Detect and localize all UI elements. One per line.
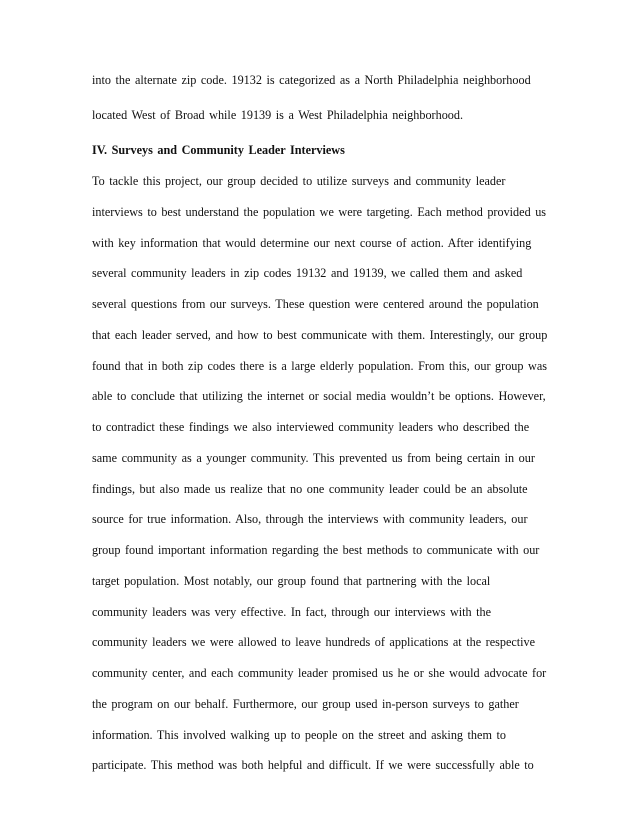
- text-line: with key information that would determine our next course of action. After identifying: [92, 236, 532, 250]
- text-line: community center, and each community leader promised us he or she would advocate for: [92, 666, 547, 680]
- text-line: the program on our behalf. Furthermore, our group used in-person surveys to gather: [92, 697, 519, 711]
- text-line: To tackle this project, our group decided to utilize surveys and community leader: [92, 174, 506, 188]
- text-line: several questions from our surveys. These question were centered around the population: [92, 297, 539, 311]
- text-line: information. This involved walking up to people on the street and asking them to: [92, 728, 506, 742]
- text-line: group found important information regarding the best methods to communicate with our: [92, 543, 540, 557]
- text-line: community leaders we were allowed to leave hundreds of applications at the respective: [92, 635, 536, 649]
- text-line: found that in both zip codes there is a large elderly population. From this, our group was: [92, 359, 547, 373]
- text-line: located West of Broad while 19139 is a West Philadelphia neighborhood.: [92, 108, 464, 122]
- section-heading: IV. Surveys and Community Leader Interviews: [92, 143, 345, 157]
- text-line: community leaders was very effective. In fact, through our interviews with the: [92, 605, 492, 619]
- text-line: able to conclude that utilizing the internet or social media wouldn’t be options. However,: [92, 389, 546, 403]
- text-line: several community leaders in zip codes 19132 and 19139, we called them and asked: [92, 266, 523, 280]
- text-line: to contradict these findings we also interviewed community leaders who described the: [92, 420, 530, 434]
- text-line: into the alternate zip code. 19132 is categorized as a North Philadelphia neighborhood: [92, 73, 531, 87]
- text-line: findings, but also made us realize that no one community leader could be an absolute: [92, 482, 528, 496]
- text-line: interviews to best understand the population we were targeting. Each method provided us: [92, 205, 547, 219]
- text-line: participate. This method was both helpful and difficult. If we were successfully able to: [92, 758, 534, 772]
- text-line: source for true information. Also, through the interviews with community leaders, our: [92, 512, 528, 526]
- text-line: target population. Most notably, our group found that partnering with the local: [92, 574, 491, 588]
- text-line: that each leader served, and how to best communicate with them. Interestingly, our group: [92, 328, 548, 342]
- text-line: same community as a younger community. This prevented us from being certain in our: [92, 451, 535, 465]
